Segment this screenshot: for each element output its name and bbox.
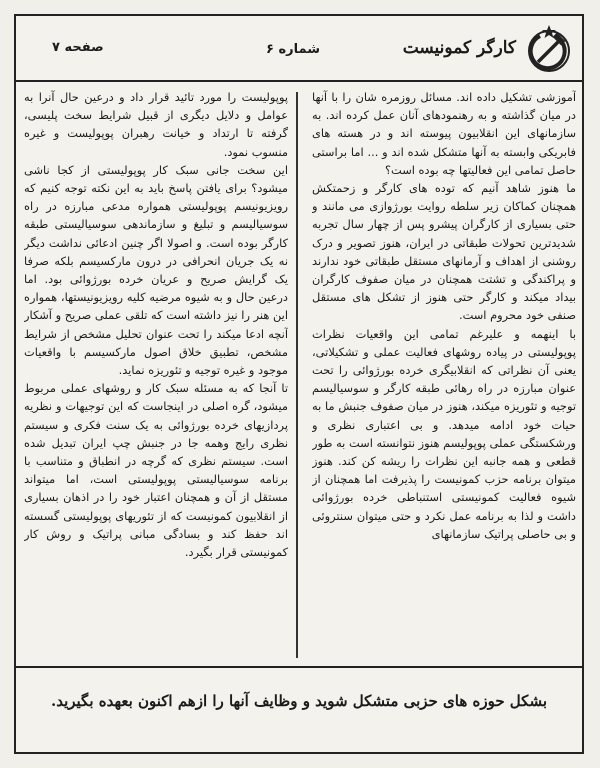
footer-slogan: بشکل حوزه های حزبی متشکل شوید و وظایف آنها را ازهم اکنون بعهده بگیرید. (50, 692, 548, 710)
masthead (16, 16, 582, 82)
footer-banner (16, 666, 582, 752)
right-column (312, 88, 576, 662)
paragraph: این سخت جانی سبک کار پوپولیستی از کجا ناشی میشود؟ برای یافتن پاسخ باید به این نکته توجه کنیم که رویزیونیسم پوپولیستی همواره مدعی مبارزه در راه سوسیالیسم و تبلیغ و سازماندهی سوسیالیستی طبقه کارگر بوده است. و اصولا اگر چنین ادعائی نداشت دیگر نه یک جریان انحرافی در درون مارکسیسم بلکه صرفا یک گرایش صریح و عریان خرده بورژوائی بود. اما درعین حال و به شیوه مرضیه کلیه رویزیونیستها، همواره این هنر را نیز داشته است که تلقی عملی صریح و آشکار آنچه ادعا میکند را تحت عنوان تحلیل مشخص از شرایط مشخص، تطبیق خلاق اصول مارکسیسم با واقعیات موجود و غیره توجیه و تئوریزه نماید. (24, 162, 288, 378)
article-columns (24, 88, 576, 662)
paper-name: کارگر کمونیست (402, 38, 516, 58)
paragraph: تا آنجا که به مسئله سبک کار و روشهای عملی مربوط میشود، گره اصلی در اینجاست که این توجیهات و نظریه پردازیهای خرده بورژوائی به یک سنت فکری و سیستم نظری رایج وهمه جا در جنبش چپ ایران تبدیل شده است. سیستم نظری که گرچه در انطباق و متناسب با برنامه سوسیالیستی پوپولیستی است، اما میتواند مستقل از آن و همچنان اعتبار خود را در اذهان بسیاری از انقلابیون کمونیست که از تئوریهای پوپولیستی گسسته اند حفظ کند و بسادگی مبانی پراتیک و روش کار کمونیستی قرار بگیرد. (24, 381, 288, 560)
paragraph: ما هنوز شاهد آنیم که توده های کارگر و زحمتکش همچنان کماکان زیر سلطه روایت بورژوازی می مانند و حتی بسیاری از کارگران پیشرو پس از چهار سال تجربه شدیدترین تحولات طبقاتی در ایران، هنوز تصویر و درک روشنی از اهداف و آرمانهای مستقل طبقاتی خود ندارند و پراکندگی و تشتت همچنان در میان صفوف کارگران بیداد میکند و کارگر حتی هنوز از تشکل های مستقل صنفی خود محروم است. (312, 181, 576, 323)
paragraph: با اینهمه و علیرغم تمامی این واقعیات نظرات پوپولیستی در پیاده روشهای فعالیت عملی و تشکیلاتی، یعنی آن نظراتی که انقلابیگری خرده بورژوائی را تحت عنوان مبارزه در راه رهائی طبقه کارگر و سوسیالیسم توجیه و تئوریزه میکند، هنوز در میان صفوف جنبش ما به حیات خود ادامه میدهد. و بی اعتباری نظری و ورشکستگی عملی پوپولیسم هنوز نتوانسته است به طور قطعی و همه جانبه این نظرات را ریشه کن کند. هنوز میتوان برنامه حزب کمونیست را پذیرفت اما همچنان از شیوه فعالیت کمونیستی استنباطی خرده بورژوائی داشت و لذا به برنامه عمل نکرد و حتی میتوان سنتروئی و بی حاصلی پراتیک سازمانهای (312, 326, 576, 541)
paragraph: پوپولیست را مورد تائید قرار داد و درعین حال آنرا به عوامل و دلایل دیگری از قبیل شرایط سخت پلیسی، گرفته تا ارتداد و خیانت رهبران پوپولیست و غیره منسوب نمود. (24, 90, 288, 159)
hammer-sickle-star-icon (522, 22, 576, 76)
column-divider (296, 92, 298, 658)
issue-number: شماره ۶ (266, 42, 321, 57)
paragraph: آموزشی تشکیل داده اند. مسائل روزمره شان را با آنها در میان گذاشته و به رهنمودهای آنان عمل کرده اند. به سازمانهای این انقلابیون پیوسته اند و در هسته های فابریکی وابسته به آنها متشکل شده اند و ... اما براستی حاصل تمامی این فعالیتها چه بوده است؟ (312, 90, 576, 177)
left-column (24, 88, 288, 662)
page-number: صفحه ۷ (52, 40, 104, 55)
newspaper-page (14, 14, 584, 754)
